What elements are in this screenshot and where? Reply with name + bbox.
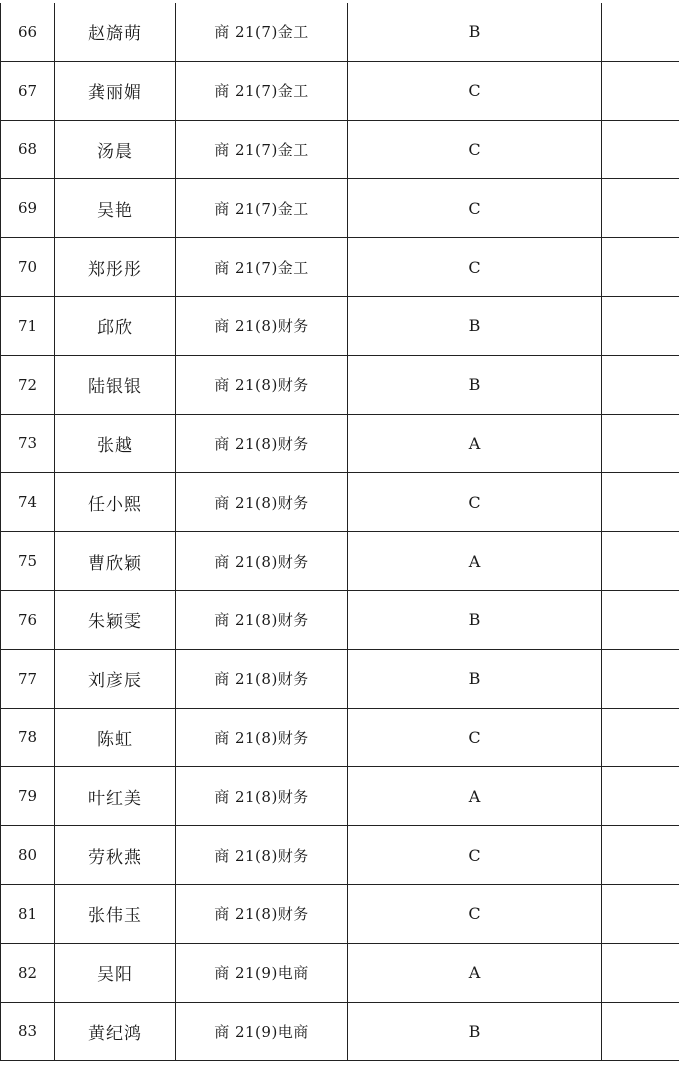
class-cell: 商 21(9)电商 (176, 1002, 348, 1061)
table-row (1, 179, 679, 238)
student-name-cell: 邱欣 (55, 296, 176, 355)
class-cell: 商 21(8)财务 (176, 532, 348, 591)
grade-cell: A (348, 767, 602, 826)
remark-cell (602, 355, 679, 414)
table-row (1, 355, 679, 414)
remark-cell (602, 826, 679, 885)
student-name-cell: 曹欣颖 (55, 532, 176, 591)
table-row (1, 532, 679, 591)
table-row (1, 767, 679, 826)
row-number-cell: 75 (1, 532, 55, 591)
student-name-cell: 吴艳 (55, 179, 176, 238)
table-row (1, 826, 679, 885)
class-cell: 商 21(7)金工 (176, 61, 348, 120)
student-name-cell: 汤晨 (55, 120, 176, 179)
table-row (1, 414, 679, 473)
grade-cell: C (348, 884, 602, 943)
row-number-cell: 79 (1, 767, 55, 826)
class-cell: 商 21(8)财务 (176, 414, 348, 473)
student-name-cell: 叶红美 (55, 767, 176, 826)
student-name-cell: 吴阳 (55, 943, 176, 1002)
class-cell: 商 21(8)财务 (176, 649, 348, 708)
student-name-cell: 郑彤彤 (55, 238, 176, 297)
grade-cell: B (348, 296, 602, 355)
table-row (1, 296, 679, 355)
student-name-cell: 张越 (55, 414, 176, 473)
table-body (1, 3, 679, 1061)
grade-cell: A (348, 414, 602, 473)
class-cell: 商 21(7)金工 (176, 3, 348, 61)
remark-cell (602, 590, 679, 649)
class-cell: 商 21(7)金工 (176, 120, 348, 179)
student-name-cell: 陆银银 (55, 355, 176, 414)
row-number-cell: 71 (1, 296, 55, 355)
student-name-cell: 龚丽媚 (55, 61, 176, 120)
remark-cell (602, 884, 679, 943)
table-row (1, 238, 679, 297)
row-number-cell: 68 (1, 120, 55, 179)
grade-cell: C (348, 61, 602, 120)
grade-cell: C (348, 238, 602, 297)
table-row (1, 590, 679, 649)
table-row (1, 649, 679, 708)
class-cell: 商 21(8)财务 (176, 473, 348, 532)
table-row (1, 943, 679, 1002)
row-number-cell: 83 (1, 1002, 55, 1061)
class-cell: 商 21(8)财务 (176, 708, 348, 767)
row-number-cell: 70 (1, 238, 55, 297)
class-cell: 商 21(8)财务 (176, 884, 348, 943)
grade-cell: C (348, 708, 602, 767)
grade-cell: B (348, 1002, 602, 1061)
row-number-cell: 82 (1, 943, 55, 1002)
grade-cell: A (348, 943, 602, 1002)
grade-cell: B (348, 590, 602, 649)
grade-cell: C (348, 120, 602, 179)
class-cell: 商 21(8)财务 (176, 355, 348, 414)
table-row (1, 3, 679, 61)
row-number-cell: 73 (1, 414, 55, 473)
table-row (1, 1002, 679, 1061)
remark-cell (602, 414, 679, 473)
table-row (1, 708, 679, 767)
class-cell: 商 21(7)金工 (176, 179, 348, 238)
remark-cell (602, 649, 679, 708)
remark-cell (602, 943, 679, 1002)
row-number-cell: 74 (1, 473, 55, 532)
table-row (1, 473, 679, 532)
remark-cell (602, 120, 679, 179)
row-number-cell: 72 (1, 355, 55, 414)
table-row (1, 120, 679, 179)
grade-cell: B (348, 649, 602, 708)
student-name-cell: 赵旖萌 (55, 3, 176, 61)
table-row (1, 884, 679, 943)
student-grade-table (0, 3, 679, 1061)
class-cell: 商 21(8)财务 (176, 767, 348, 826)
remark-cell (602, 296, 679, 355)
student-name-cell: 刘彦辰 (55, 649, 176, 708)
remark-cell (602, 61, 679, 120)
row-number-cell: 77 (1, 649, 55, 708)
row-number-cell: 78 (1, 708, 55, 767)
grade-cell: A (348, 532, 602, 591)
class-cell: 商 21(8)财务 (176, 296, 348, 355)
student-name-cell: 任小熙 (55, 473, 176, 532)
grade-cell: C (348, 179, 602, 238)
student-name-cell: 朱颖雯 (55, 590, 176, 649)
remark-cell (602, 532, 679, 591)
class-cell: 商 21(8)财务 (176, 590, 348, 649)
grade-cell: B (348, 355, 602, 414)
row-number-cell: 66 (1, 3, 55, 61)
student-name-cell: 劳秋燕 (55, 826, 176, 885)
grade-cell: B (348, 3, 602, 61)
class-cell: 商 21(9)电商 (176, 943, 348, 1002)
row-number-cell: 76 (1, 590, 55, 649)
remark-cell (602, 1002, 679, 1061)
remark-cell (602, 3, 679, 61)
row-number-cell: 81 (1, 884, 55, 943)
class-cell: 商 21(8)财务 (176, 826, 348, 885)
row-number-cell: 69 (1, 179, 55, 238)
row-number-cell: 67 (1, 61, 55, 120)
grade-cell: C (348, 826, 602, 885)
class-cell: 商 21(7)金工 (176, 238, 348, 297)
table-row (1, 61, 679, 120)
remark-cell (602, 473, 679, 532)
remark-cell (602, 708, 679, 767)
student-name-cell: 张伟玉 (55, 884, 176, 943)
remark-cell (602, 179, 679, 238)
remark-cell (602, 767, 679, 826)
remark-cell (602, 238, 679, 297)
student-name-cell: 黄纪鸿 (55, 1002, 176, 1061)
student-name-cell: 陈虹 (55, 708, 176, 767)
row-number-cell: 80 (1, 826, 55, 885)
grade-cell: C (348, 473, 602, 532)
